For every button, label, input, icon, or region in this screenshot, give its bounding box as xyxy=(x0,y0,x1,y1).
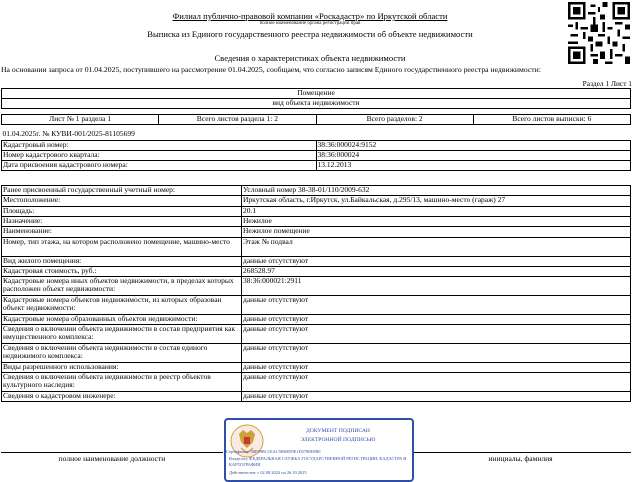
row-label: Номер, тип этажа, на котором расположено помещение, машино-место xyxy=(2,238,242,257)
object-type: Помещение xyxy=(2,89,631,99)
table-row xyxy=(2,207,631,217)
row-label: Сведения о включении объекта недвижимости в состав предприятия как имущественного комплекса: xyxy=(2,325,242,344)
characteristics-table xyxy=(1,185,631,402)
table-row xyxy=(2,196,631,207)
document-reference: 01.04.2025г. № КУВИ-001/2025-81105699 xyxy=(2,130,631,140)
row-value: 13.12.2013 xyxy=(316,160,631,170)
document-title: Выписка из Единого государственного реестра недвижимости об объекте недвижимости xyxy=(147,29,473,39)
section-title: Сведения о характеристиках объекта недвижимости xyxy=(214,53,406,63)
row-value: данные отсутствуют xyxy=(242,392,631,402)
row-label: Кадастровый номер: xyxy=(2,140,317,150)
name-line xyxy=(410,452,631,453)
row-value: данные отсутствуют xyxy=(242,344,631,363)
table-row xyxy=(2,217,631,227)
table-row xyxy=(2,186,631,196)
row-label: Дата присвоения кадастрового номера: xyxy=(2,160,317,170)
object-type-caption: вид объекта недвижимости xyxy=(2,99,631,109)
table-row xyxy=(2,392,631,402)
table-row xyxy=(2,296,631,315)
row-value: Этаж № подвал xyxy=(242,238,631,257)
row-value: данные отсутствуют xyxy=(242,296,631,315)
table-row xyxy=(2,315,631,325)
row-value: 268528.97 xyxy=(242,267,631,277)
row-label: Назначение: xyxy=(2,217,242,227)
row-label: Вид жилого помещения: xyxy=(2,257,242,267)
e-signature-stamp xyxy=(224,418,414,482)
row-value: данные отсутствуют xyxy=(242,373,631,392)
stamp-owner: Владелец: ФЕДЕРАЛЬНАЯ СЛУЖБА ГОСУДАРСТВЕННОЙ РЕГИСТРАЦИИ, КАДАСТРА И КАРТОГРАФИИ xyxy=(229,456,407,467)
name-caption: инициалы, фамилия xyxy=(488,454,553,463)
table-row xyxy=(2,160,631,170)
total-sheets: Всего листов выписки: 6 xyxy=(473,115,630,125)
position-caption: полное наименование должности xyxy=(58,454,166,463)
row-label: Сведения о кадастровом инженере: xyxy=(2,392,242,402)
table-row xyxy=(2,363,631,373)
row-label: Ранее присвоенный государственный учетный номер: xyxy=(2,186,242,196)
row-value: данные отсутствуют xyxy=(242,363,631,373)
row-value: данные отсутствуют xyxy=(242,325,631,344)
row-value: 20.1 xyxy=(242,207,631,217)
row-value: Иркутская область, г.Иркутск, ул.Байкальская, д.295/13, машино-место (гараж) 27 xyxy=(242,196,631,207)
row-label: Местоположение: xyxy=(2,196,242,207)
stamp-line-2: ЭЛЕКТРОННОЙ ПОДПИСЬЮ xyxy=(300,437,376,443)
row-value: Нежилое помещение xyxy=(242,227,631,238)
sheets-table xyxy=(1,114,631,125)
row-value: 38:36:000024:9152 xyxy=(316,140,631,150)
table-row xyxy=(2,373,631,392)
row-label: Наименование: xyxy=(2,227,242,238)
row-label: Сведения о включении объекта недвижимости в реестр объектов культурного наследия: xyxy=(2,373,242,392)
table-row xyxy=(2,140,631,150)
sheet-info: Раздел 1 Лист 1 xyxy=(582,79,632,88)
identifiers-table xyxy=(1,130,631,171)
sheet-number: Лист № 1 раздела 1 xyxy=(2,115,159,125)
object-type-table xyxy=(1,88,631,109)
table-row xyxy=(2,257,631,267)
position-line xyxy=(1,452,223,453)
row-value: данные отсутствуют xyxy=(242,257,631,267)
stamp-certificate: Сертификат: 00F89BC1EAC5B69D9E1D3780E9B0 xyxy=(226,449,321,454)
org-caption: полное наименование органа регистрации прав xyxy=(259,21,361,26)
row-value: 38:36:000024 xyxy=(316,150,631,160)
row-value: Условный номер 38-38-01/110/2009-632 xyxy=(242,186,631,196)
intro-text: На основании запроса от 01.04.2025, поступившего на рассмотрение 01.04.2025, сообщаем, что согласно записям Единого государственного реестра недвижимости: xyxy=(1,65,541,74)
row-label: Сведения о включении объекта недвижимости в состав единого недвижимого комплекса: xyxy=(2,344,242,363)
stamp-validity: Действителен: с 02.08.2024 по 26.10.2025 xyxy=(229,470,307,475)
row-value: Нежилое xyxy=(242,217,631,227)
row-label: Номер кадастрового квартала: xyxy=(2,150,317,160)
row-value: 38:36:000021:2911 xyxy=(242,277,631,296)
section-sheets-count: Всего листов раздела 1: 2 xyxy=(159,115,316,125)
table-row xyxy=(2,344,631,363)
row-value: данные отсутствуют xyxy=(242,315,631,325)
table-row xyxy=(2,227,631,238)
row-label: Кадастровая стоимость, руб.: xyxy=(2,267,242,277)
table-row xyxy=(2,150,631,160)
row-label: Кадастровые номера образованных объектов недвижимости: xyxy=(2,315,242,325)
table-row xyxy=(2,325,631,344)
stamp-line-1: ДОКУМЕНТ ПОДПИСАН xyxy=(306,428,370,434)
sections-count: Всего разделов: 2 xyxy=(316,115,473,125)
table-row xyxy=(2,277,631,296)
table-row xyxy=(2,238,631,257)
row-label: Кадастровые номера иных объектов недвижимости, в пределах которых расположен объект недвижимости: xyxy=(2,277,242,296)
table-row xyxy=(2,267,631,277)
org-name: Филиал публично-правовой компании «Роскадастр» по Иркутской области xyxy=(172,11,448,21)
row-label: Площадь: xyxy=(2,207,242,217)
row-label: Кадастровые номера объектов недвижимости, из которых образован объект недвижимости: xyxy=(2,296,242,315)
row-label: Виды разрешенного использования: xyxy=(2,363,242,373)
